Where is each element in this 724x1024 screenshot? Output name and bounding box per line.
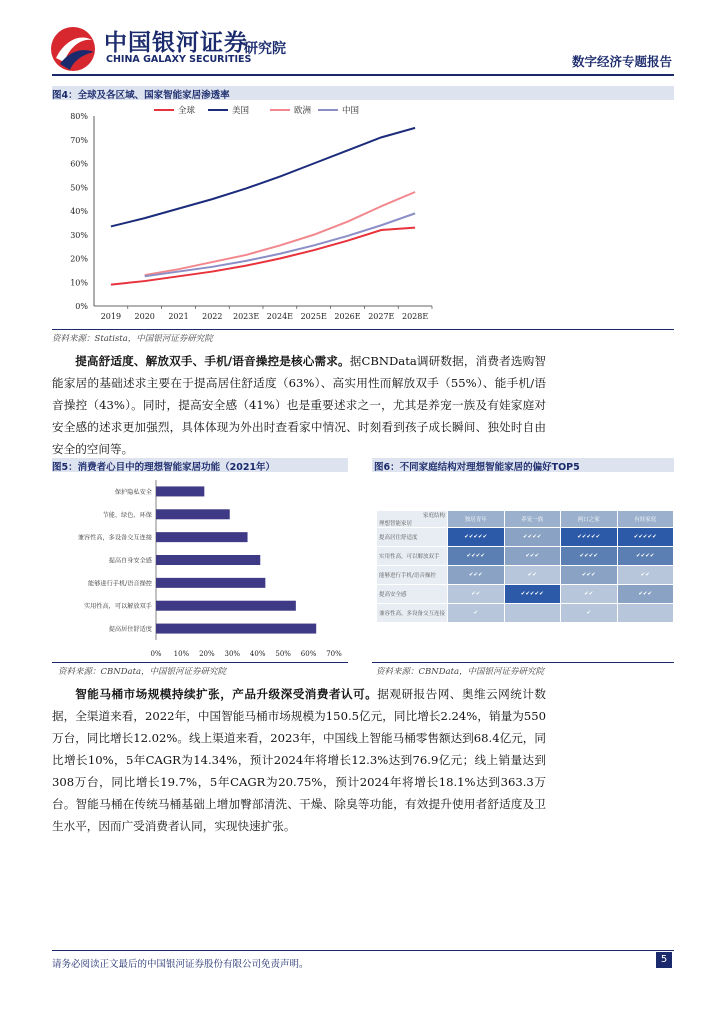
fig6-bottom-rule xyxy=(372,662,674,663)
fig6-cell xyxy=(504,604,561,623)
fig6-cell: ✔ xyxy=(448,604,505,623)
x-tick-label: 2027E xyxy=(368,312,395,321)
table-row xyxy=(377,528,674,547)
fig6-cell: ✔✔✔✔ xyxy=(617,547,674,566)
fig6-corner-bottom: 理想智能家居 xyxy=(379,521,413,527)
x-tick-label: 60% xyxy=(300,650,317,658)
paragraph-body: 据CBNData调研数据，消费者选购智能家居的基础述求主要在于提高居住舒适度（63%）、高实用性而解放双手（55%）、能手机/语音操控（43%）。同时，提高安全感（41%）也是重要述求之一，尤其是养宠一族及有娃家庭对安全感的述求更加强烈，具体体现为外出时查看家中情况、时刻看到孩子成长瞬间、独处时自由安全的空间等。 xyxy=(52,354,546,456)
footer-rule xyxy=(52,950,674,951)
y-tick-label: 0% xyxy=(75,302,88,311)
fig5-bar-chart xyxy=(52,476,348,662)
x-tick-label: 2025E xyxy=(300,312,327,321)
fig6-cell: ✔✔✔✔✔ xyxy=(617,528,674,547)
paragraph-comfort-demand xyxy=(52,350,546,460)
fig4-line-chart xyxy=(52,100,674,328)
table-row xyxy=(377,585,674,604)
category-label: 能够进行手机/语音操控 xyxy=(88,580,152,588)
category-label: 提高居住舒适度 xyxy=(108,626,152,634)
y-tick-label: 20% xyxy=(70,254,88,264)
fig4-title: 图4：全球及各区域、国家智能家居渗透率 xyxy=(52,90,230,101)
fig6-cell: ✔✔ xyxy=(561,585,618,604)
bar xyxy=(156,601,296,611)
category-label: 保护隐私安全 xyxy=(114,488,152,496)
x-tick-label: 2023E xyxy=(232,312,260,321)
fig6-cell: ✔✔✔✔ xyxy=(504,528,561,547)
category-label: 提高自身安全感 xyxy=(108,557,152,565)
fig6-col-header: 有娃家庭 xyxy=(617,511,674,528)
y-tick-label: 50% xyxy=(70,183,88,193)
bar xyxy=(156,555,260,565)
fig6-row-label: 能够进行手机/语音操控 xyxy=(377,566,448,585)
series-line xyxy=(145,192,415,275)
table-row xyxy=(377,547,674,566)
bar xyxy=(156,578,265,588)
galaxy-logo-icon xyxy=(48,24,98,74)
legend-label: 美国 xyxy=(232,106,250,116)
x-tick-label: 50% xyxy=(275,650,291,658)
y-tick-label: 40% xyxy=(70,207,88,216)
x-tick-label: 10% xyxy=(173,650,190,658)
fig6-cell: ✔✔✔✔✔ xyxy=(504,585,561,604)
report-type-label: 数字经济专题报告 xyxy=(571,54,672,69)
fig6-corner xyxy=(377,511,448,528)
fig6-cell: ✔✔✔✔✔ xyxy=(561,528,618,547)
x-tick-label: 0% xyxy=(150,650,162,658)
table-row xyxy=(377,604,674,623)
fig5-source: 资料来源：CBNData，中国银河证券研究院 xyxy=(58,667,227,677)
fig6-cell: ✔✔✔ xyxy=(561,566,618,585)
x-tick-label: 2021 xyxy=(168,312,189,321)
header-rule xyxy=(52,74,674,76)
table-row xyxy=(377,566,674,585)
paragraph-lead: 智能马桶市场规模持续扩张，产品升级深受消费者认可。 xyxy=(75,687,378,701)
y-tick-label: 70% xyxy=(70,135,88,145)
fig6-source: 资料来源：CBNData，中国银河证券研究院 xyxy=(376,667,545,677)
fig6-cell: ✔✔ xyxy=(617,566,674,585)
y-tick-label: 80% xyxy=(70,112,88,121)
x-tick-label: 30% xyxy=(224,650,241,658)
legend-label: 中国 xyxy=(342,106,360,116)
fig6-cell: ✔✔ xyxy=(504,566,561,585)
fig6-row-label: 提高居住舒适度 xyxy=(377,528,448,547)
legend-label: 全球 xyxy=(178,106,196,116)
fig6-cell: ✔ xyxy=(561,604,618,623)
fig6-cell: ✔✔ xyxy=(448,585,505,604)
y-tick-label: 60% xyxy=(70,159,88,169)
y-tick-label: 30% xyxy=(70,230,88,240)
x-tick-label: 2024E xyxy=(266,312,294,321)
x-tick-label: 40% xyxy=(249,650,266,658)
fig6-col-header: 养宠一族 xyxy=(504,511,561,528)
bar xyxy=(156,532,248,542)
fig6-row-label: 实用性高，可以解放双手 xyxy=(377,547,448,566)
fig6-preference-table xyxy=(376,510,674,623)
category-label: 兼容性高，多设备交互连接 xyxy=(77,534,152,542)
fig5-bottom-rule xyxy=(52,662,348,663)
fig5-title: 图5：消费者心目中的理想智能家居功能（2021年） xyxy=(52,462,276,473)
x-tick-label: 2028E xyxy=(401,312,429,321)
institute-label: 研究院 xyxy=(244,41,286,57)
fig6-cell: ✔✔✔ xyxy=(448,566,505,585)
x-tick-label: 2020 xyxy=(134,312,155,321)
x-tick-label: 70% xyxy=(326,650,342,658)
bar xyxy=(156,509,230,519)
fig6-cell xyxy=(617,604,674,623)
fig6-col-header: 两口之家 xyxy=(561,511,618,528)
page-number: 5 xyxy=(656,952,672,968)
y-tick-label: 10% xyxy=(70,278,88,288)
fig4-source: 资料来源：Statista，中国银河证券研究院 xyxy=(52,334,213,344)
x-tick-label: 2022 xyxy=(202,312,223,321)
legend-label: 欧洲 xyxy=(294,106,312,116)
category-label: 节能、绿色、环保 xyxy=(102,511,152,519)
x-tick-label: 2026E xyxy=(334,312,361,321)
brand-name-en: CHINA GALAXY SECURITIES xyxy=(106,54,252,65)
disclaimer-note: 请务必阅读正文最后的中国银河证券股份有限公司免责声明。 xyxy=(52,959,309,970)
x-tick-label: 2019 xyxy=(100,312,122,321)
fig6-corner-top: 家庭结构 xyxy=(422,513,445,519)
fig4-bottom-rule xyxy=(52,329,674,330)
category-label: 实用性高，可以解放双手 xyxy=(83,603,152,611)
bar xyxy=(156,486,204,496)
fig6-cell: ✔✔✔✔ xyxy=(561,547,618,566)
bar xyxy=(156,624,316,634)
fig6-cell: ✔✔✔✔ xyxy=(448,547,505,566)
paragraph-smart-toilet xyxy=(52,683,546,837)
fig6-row-label: 提高安全感 xyxy=(377,585,448,604)
fig6-cell: ✔✔✔ xyxy=(617,585,674,604)
fig6-col-header: 独居青年 xyxy=(448,511,505,528)
x-tick-label: 20% xyxy=(199,650,215,658)
fig6-cell: ✔✔✔✔✔ xyxy=(448,528,505,547)
paragraph-body: 据观研报告网、奥维云网统计数据，全渠道来看，2022年，中国智能马桶市场规模为150.5亿元，同比增长2.24%，销量为550万台，同比增长12.02%。线上渠道来看，2023年，中国线上智能马桶零售额达到68.4亿元，同比增长10%，5年CAGR为14.34%，预计2024年将增长12.3%达到76.9亿元；线上销量达到308万台，同比增长19.7%，5年CAGR为20.75%，预计2024年将增长18.1%达到363.3万台。智能马桶在传统马桶基础上增加臀部清洗、干燥、除臭等功能，有效提升使用者舒适度及卫生水平，因而广受消费者认同，实现快速扩张。 xyxy=(52,687,546,833)
fig6-cell: ✔✔✔ xyxy=(504,547,561,566)
series-line xyxy=(111,228,415,285)
brand-name-cn: 中国银河证券 xyxy=(104,30,248,56)
fig6-title: 图6：不同家庭结构对理想智能家居的偏好TOP5 xyxy=(374,462,580,473)
fig6-row-label: 兼容性高，多设备交互连接 xyxy=(377,604,448,623)
paragraph-lead: 提高舒适度、解放双手、手机/语音操控是核心需求。 xyxy=(75,354,350,368)
